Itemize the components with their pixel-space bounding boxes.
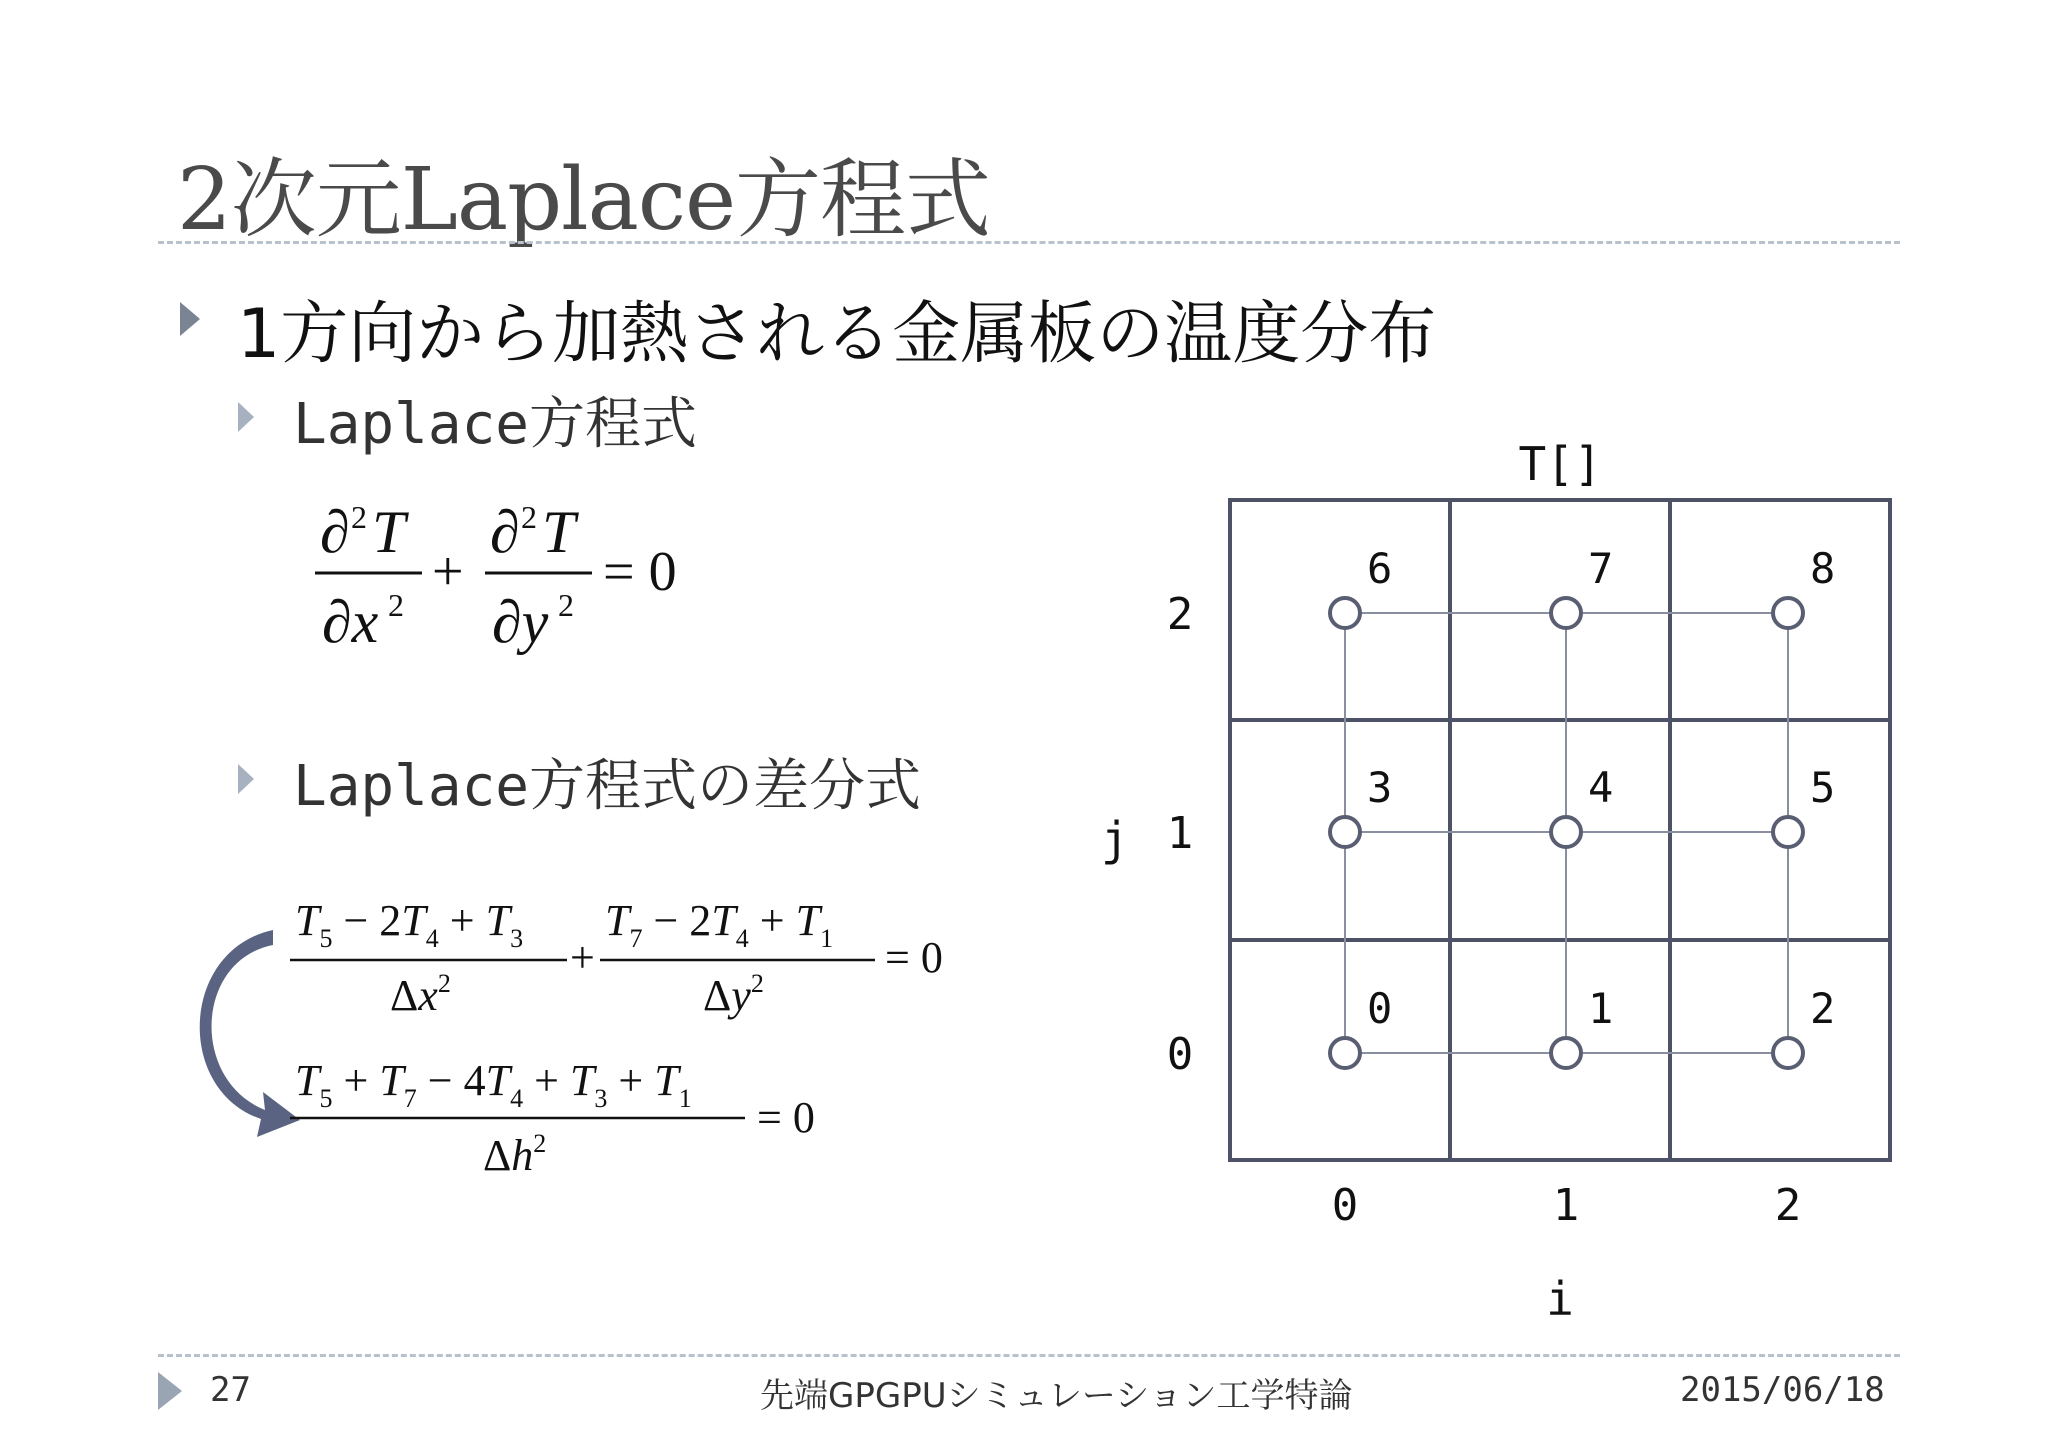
- svg-text:T: T: [542, 499, 576, 565]
- svg-text:∂: ∂: [320, 499, 350, 565]
- j-tick-label: 1: [1166, 808, 1194, 859]
- node-index-label: 3: [1367, 763, 1393, 812]
- j-tick-label: 0: [1166, 1029, 1194, 1080]
- array-label: T[]: [1518, 437, 1602, 491]
- svg-text:∂x: ∂x: [322, 589, 379, 655]
- svg-text:+: +: [570, 933, 595, 982]
- footer-arrow-icon: [158, 1372, 182, 1410]
- grid-node: [1551, 1038, 1581, 1068]
- sub-bullet-arrow-icon: [238, 402, 254, 432]
- grid-node: [1551, 598, 1581, 628]
- svg-text:Δx2: $\Delta x^2$: [390, 969, 451, 1020]
- svg-text:T5 − 2T4 + T3: $T_5 - 2T_4 + T_3$: [295, 896, 524, 953]
- svg-text:T: T: [372, 499, 406, 565]
- i-axis-label: i: [1546, 1272, 1574, 1326]
- page-number: 27: [210, 1370, 251, 1410]
- sub-bullet-arrow-icon: [238, 764, 254, 794]
- grid-node: [1773, 817, 1803, 847]
- svg-text:+: +: [432, 541, 464, 603]
- course-title: 先端GPGPUシミュレーション工学特論: [760, 1376, 1353, 1416]
- svg-text:∂: ∂: [490, 499, 520, 565]
- svg-text:2: 2: [558, 587, 574, 623]
- laplace-equation: [300, 480, 720, 670]
- footer-date: 2015/06/18: [1680, 1370, 1885, 1410]
- sub-bullet-difference: Laplace方程式の差分式: [293, 754, 922, 819]
- i-tick-label: 2: [1774, 1180, 1802, 1231]
- node-index-label: 4: [1588, 763, 1614, 812]
- grid-node: [1330, 817, 1360, 847]
- curved-arrow-icon: [200, 930, 300, 1137]
- bullet-arrow-icon: [180, 302, 200, 336]
- i-tick-label: 1: [1552, 1180, 1580, 1231]
- footer-divider: [158, 1354, 1900, 1357]
- node-index-label: 6: [1367, 544, 1393, 593]
- svg-text:∂y: ∂y: [492, 589, 549, 655]
- node-index-label: 8: [1810, 544, 1836, 593]
- svg-text:T5 + T7 − 4T4 + T3 + T1: $T_5 + T_7 - 4T_4 + T_3 + T_1$: [295, 1056, 692, 1113]
- j-axis-label: j: [1101, 812, 1129, 866]
- svg-text:= 0: = 0: [885, 933, 943, 982]
- node-index-label: 1: [1588, 984, 1614, 1033]
- grid-node: [1773, 1038, 1803, 1068]
- svg-text:= 0: = 0: [603, 541, 677, 603]
- node-index-label: 5: [1810, 763, 1836, 812]
- j-tick-label: 2: [1166, 589, 1194, 640]
- svg-text:= 0: = 0: [757, 1093, 815, 1142]
- node-index-label: 0: [1367, 984, 1393, 1033]
- svg-text:Δy2: $\Delta y^2$: [703, 969, 764, 1020]
- node-index-label: 7: [1588, 544, 1614, 593]
- node-index-label: 2: [1810, 984, 1836, 1033]
- grid-node: [1330, 598, 1360, 628]
- main-bullet-text: 1方向から加熱される金属板の温度分布: [237, 295, 1437, 374]
- svg-text:2: 2: [521, 499, 537, 535]
- svg-text:2: 2: [388, 587, 404, 623]
- grid-diagram: [1100, 430, 1920, 1330]
- svg-text:Δh2: $\Delta h^2$: [483, 1129, 547, 1180]
- grid-node: [1773, 598, 1803, 628]
- grid-node: [1330, 1038, 1360, 1068]
- i-tick-label: 0: [1331, 1180, 1359, 1231]
- svg-text:T7 − 2T4 + T1: $T_7 - 2T_4 + T_1$: [605, 896, 834, 953]
- sub-bullet-laplace: Laplace方程式: [293, 392, 698, 457]
- title-divider: [158, 241, 1900, 244]
- difference-equations: [185, 885, 965, 1205]
- grid-node: [1551, 817, 1581, 847]
- slide-title: 2次元Laplace方程式: [177, 150, 990, 250]
- svg-text:2: 2: [351, 499, 367, 535]
